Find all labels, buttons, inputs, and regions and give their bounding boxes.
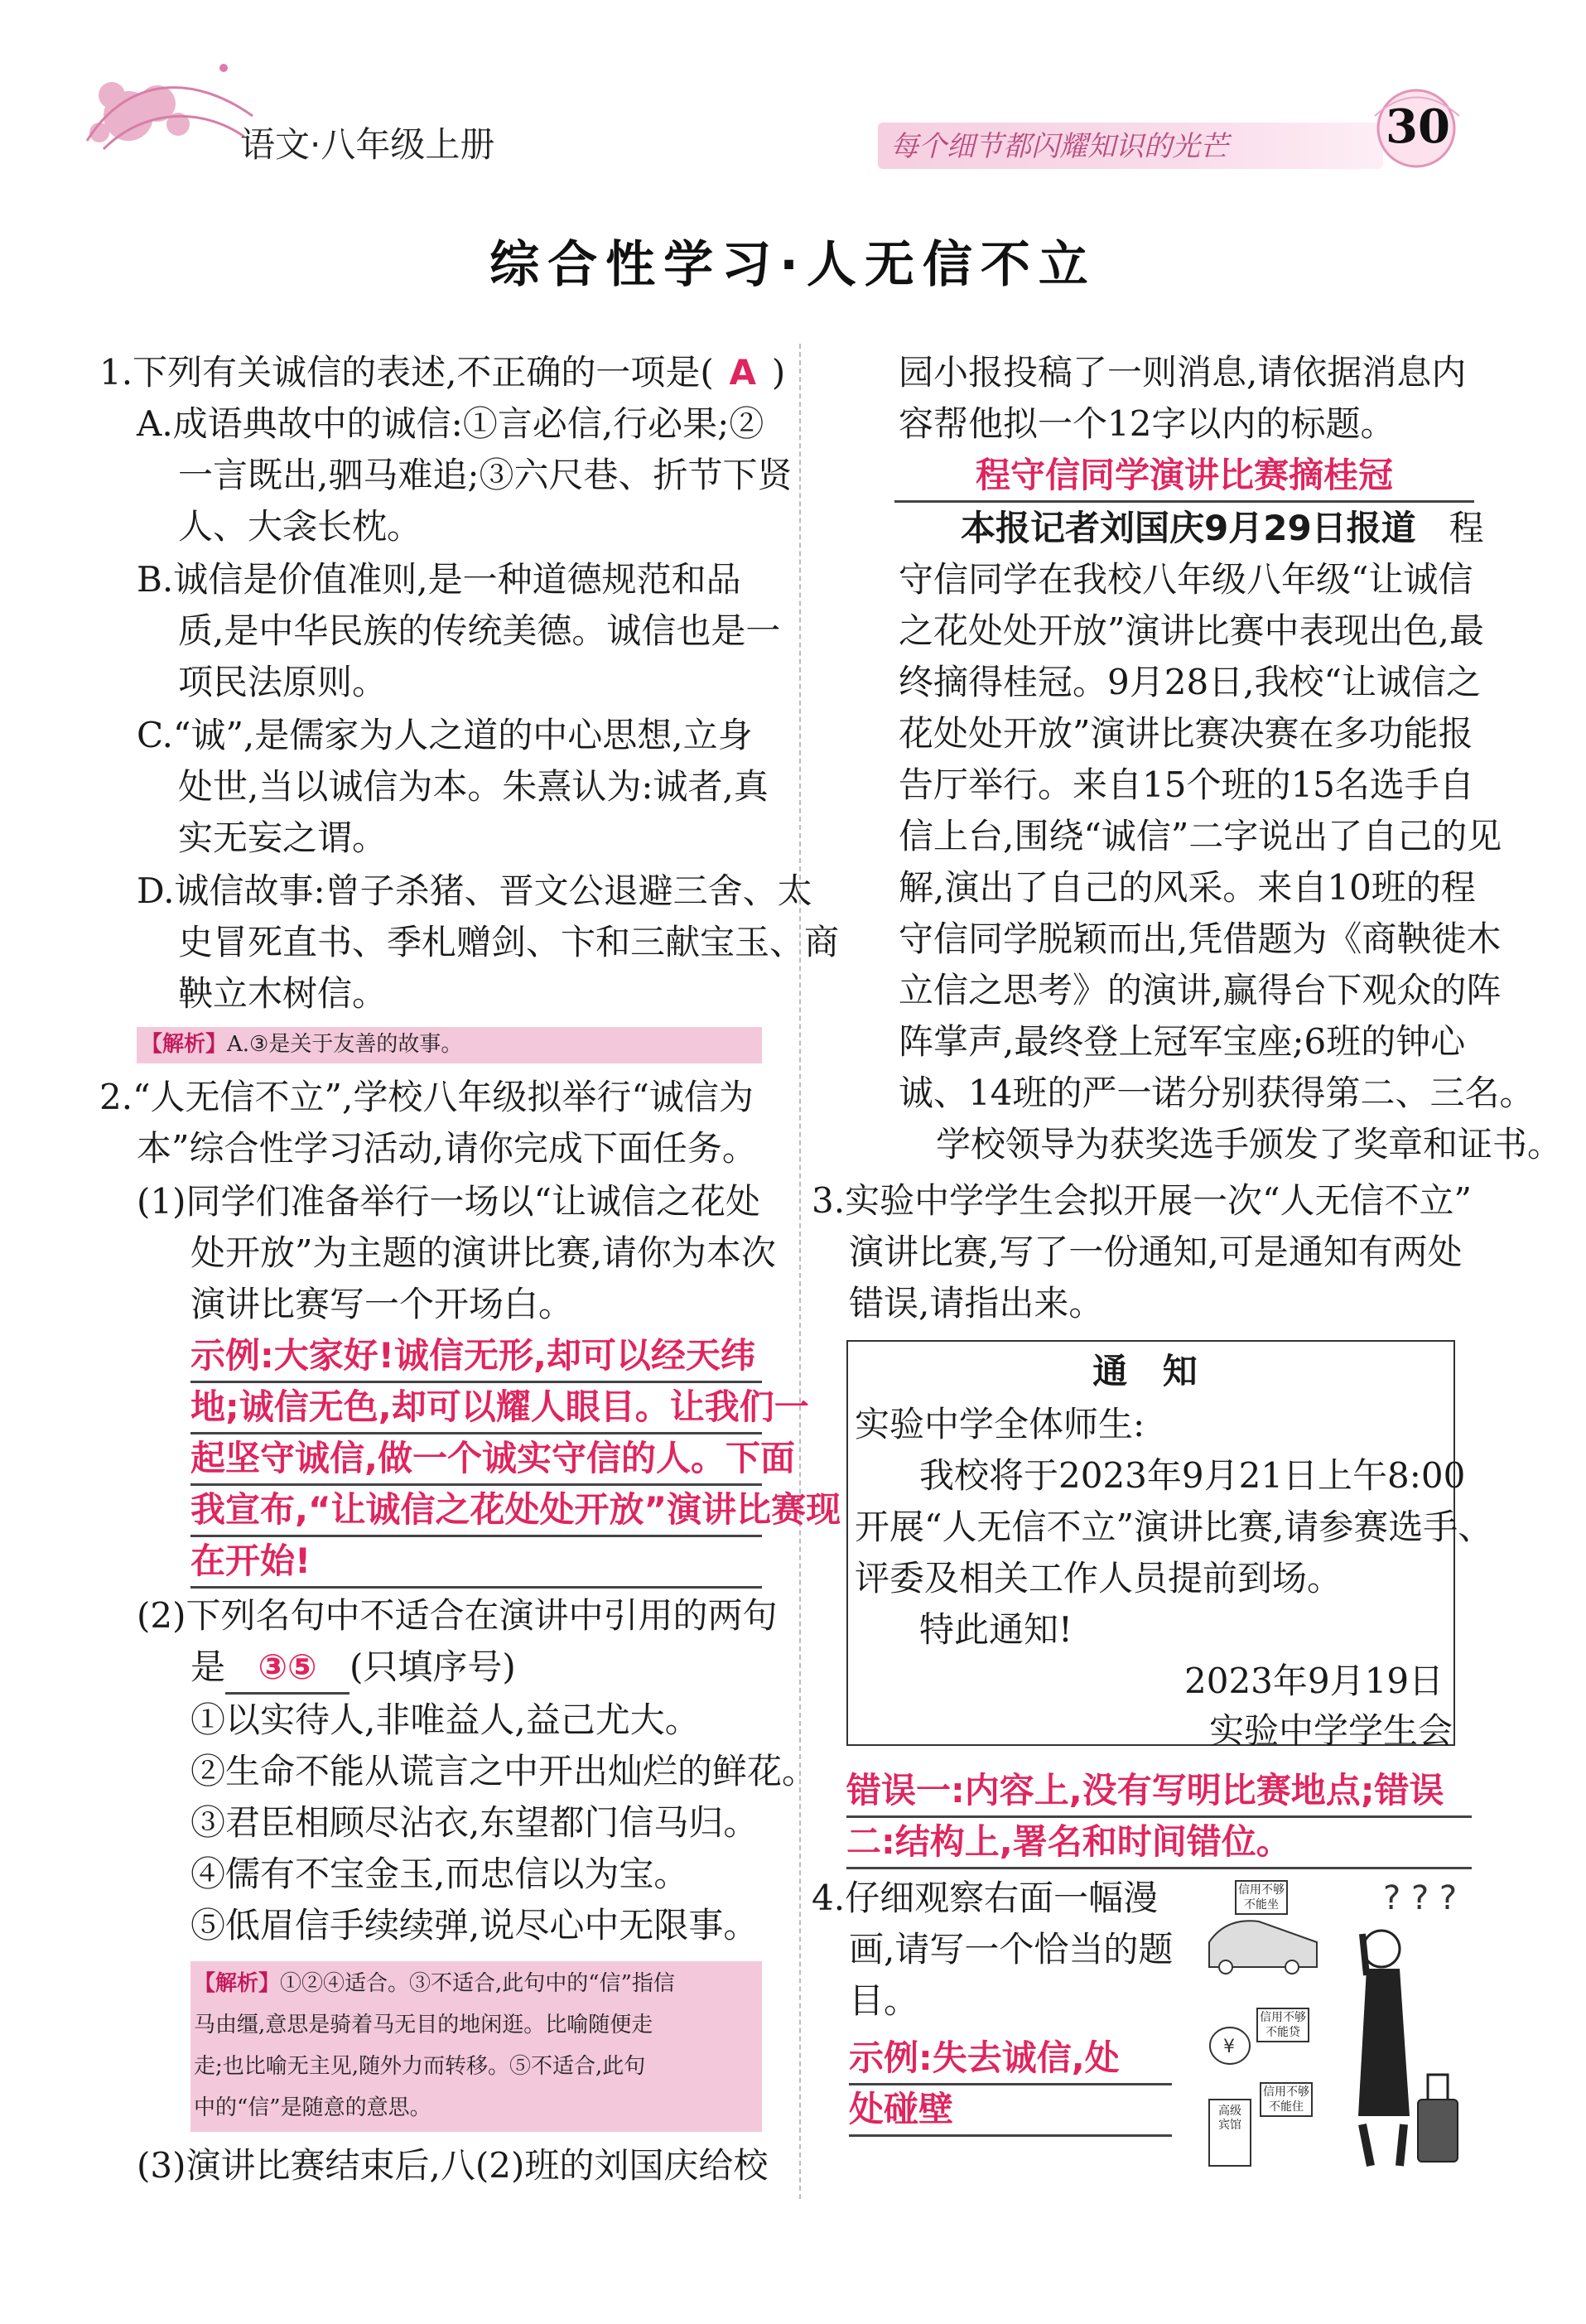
q2-p3-line3: 容帮他拟一个12字以内的标题。 — [899, 403, 1396, 444]
header-slogan: 每个细节都闪耀知识的光芒 — [890, 130, 1228, 163]
q2-p3-line2: 园小报投稿了一则消息,请依据消息内 — [899, 352, 1467, 393]
q2-quote-1: ①以实待人,非唯益人,益己尤大。 — [190, 1700, 700, 1740]
news-line-4: 花处处开放”演讲比赛决赛在多功能报 — [899, 713, 1473, 754]
q1-option-d-line1: D.诚信故事:曾子杀猪、晋文公退避三舍、太 — [137, 870, 812, 911]
notice-title: 通 知 — [1092, 1351, 1209, 1391]
header-subject: 语文·八年级上册 — [240, 124, 495, 165]
q2-quote-5: ⑤低眉信手续续弹,说尽心中无限事。 — [190, 1905, 759, 1946]
news-line-12: 学校领导为获奖选手颁发了奖章和证书。 — [936, 1124, 1563, 1164]
page-title: 综合性学习·人无信不立 — [489, 236, 1097, 294]
q2-analysis-line2: 马由缰,意思是骑着马无目的地闲逛。比喻随便走 — [194, 2013, 653, 2037]
q1-option-a-line2: 一言既出,驷马难追;③六尺巷、折节下贤 — [178, 455, 793, 495]
q1-analysis: 【解析】A.③是关于友善的故事。 — [141, 1032, 463, 1057]
news-line-1: 守信同学在我校八年级八年级“让诚信 — [899, 559, 1473, 600]
q3-answer-line1: 错误一:内容上,没有写明比赛地点;错误 — [846, 1766, 1472, 1818]
news-line-5: 告厅举行。来自15个班的15名选手自 — [899, 764, 1474, 805]
news-line-10: 阵掌声,最终登上冠军宝座;6班的钟心 — [899, 1021, 1466, 1062]
q4-stem-line1: 4.仔细观察右面一幅漫 — [812, 1878, 1159, 1918]
cartoon-illustration — [1193, 1876, 1474, 2174]
svg-text:¥: ¥ — [1223, 2037, 1235, 2057]
q4-answer-line2: 处碰壁 — [849, 2085, 1172, 2137]
notice-body-line2: 开展“人无信不立”演讲比赛,请参赛选手、 — [855, 1507, 1493, 1547]
news-line-8: 守信同学脱颖而出,凭借题为《商鞅徙木 — [899, 919, 1502, 959]
q1-option-a-line3: 人、大衾长枕。 — [178, 506, 422, 547]
q1-option-d-line2: 史冒死直书、季札赠剑、卞和三献宝玉、商 — [178, 922, 840, 962]
notice-body-line3: 评委及相关工作人员提前到场。 — [855, 1558, 1343, 1598]
notice-salutation: 实验中学全体师生: — [855, 1404, 1145, 1444]
q2-analysis-line4: 中的“信”是随意的意思。 — [194, 2095, 431, 2120]
q2-stem-line2: 本”综合性学习活动,请你完成下面任务。 — [137, 1128, 757, 1169]
q1-option-a-line1: A.成语典故中的诚信:①言必信,行必果;② — [137, 403, 764, 444]
q4-stem-line3: 目。 — [849, 1980, 919, 2021]
cartoon-sign-1: 信用不够 不能坐 — [1238, 1883, 1285, 1912]
q1-option-d-line3: 鞅立木树信。 — [178, 973, 388, 1014]
cartoon-hotel-label: 高级宾馆 — [1218, 2105, 1241, 2132]
q1-option-c-line1: C.“诚”,是儒家为人之道的中心思想,立身 — [137, 715, 753, 755]
q1-option-c-line2: 处世,当以诚信为本。朱熹认为:诚者,真 — [178, 766, 769, 807]
q1-option-c-line3: 实无妄之谓。 — [178, 817, 388, 858]
news-lead: 本报记者刘国庆9月29日报道 程 — [961, 508, 1484, 548]
q2-p2-answer: ③⑤ — [225, 1642, 349, 1695]
q2-analysis-line3: 走;也比喻无主见,随外力而转移。⑤不适合,此句 — [194, 2054, 646, 2079]
news-line-6: 信上台,围绕“诚信”二字说出了自己的见 — [899, 816, 1502, 856]
news-line-2: 之花处处开放”演讲比赛中表现出色,最 — [899, 610, 1484, 651]
svg-text:? ? ?: ? ? ? — [1383, 1879, 1458, 1917]
q2-quote-4: ④儒有不宝金玉,而忠信以为宝。 — [190, 1854, 689, 1894]
column-divider — [799, 344, 801, 2199]
q2-analysis-line1: 【解析】①②④适合。③不适合,此句中的“信”指信 — [194, 1971, 675, 1996]
q2-p3-answer: 程守信同学演讲比赛摘桂冠 — [894, 451, 1474, 503]
notice-date: 2023年9月19日 — [1184, 1661, 1444, 1701]
q2-p1-line2: 处开放”为主题的演讲比赛,请你为本次 — [190, 1232, 776, 1273]
q2-stem-line1: 2.“人无信不立”,学校八年级拟举行“诚信为 — [99, 1077, 754, 1117]
news-line-11: 诚、14班的严一诺分别获得第二、三名。 — [899, 1073, 1535, 1113]
news-line-7: 解,演出了自己的风采。来自10班的程 — [899, 867, 1476, 908]
cartoon-sign-3: 信用不够 不能住 — [1263, 2085, 1309, 2114]
q3-stem-line2: 演讲比赛,写了一份通知,可是通知有两处 — [849, 1232, 1463, 1272]
q2-p1-line1: (1)同学们准备举行一场以“让诚信之花处 — [137, 1181, 760, 1222]
q2-quote-3: ③君臣相顾尽沾衣,东望都门信马归。 — [190, 1802, 759, 1843]
notice-signature: 实验中学学生会 — [1209, 1710, 1453, 1751]
q2-p1-answer-line5: 在开始! — [190, 1536, 762, 1589]
q1-option-b-line2: 质,是中华民族的传统美德。诚信也是一 — [178, 610, 781, 651]
notice-close: 特此通知! — [919, 1609, 1073, 1650]
q1-option-b-line3: 项民法原则。 — [178, 662, 388, 702]
q2-p1-answer-line4: 我宣布,“让诚信之花处处开放”演讲比赛现 — [190, 1485, 762, 1537]
q3-answer-line2: 二:结构上,署名和时间错位。 — [846, 1817, 1472, 1869]
q1-stem: 1.下列有关诚信的表述,不正确的一项是( A ) — [99, 348, 785, 398]
q2-p3-line1: (3)演讲比赛结束后,八(2)班的刘国庆给校 — [137, 2145, 769, 2186]
q2-p1-answer-line1: 示例:大家好!诚信无形,却可以经天纬 — [190, 1331, 762, 1383]
q2-quote-2: ②生命不能从谎言之中开出灿烂的鲜花。 — [190, 1751, 817, 1791]
cartoon-sign-2: 信用不够 不能贷 — [1260, 2011, 1306, 2039]
q2-p1-line3: 演讲比赛写一个开场白。 — [190, 1284, 574, 1324]
q3-stem-line3: 错误,请指出来。 — [849, 1283, 1104, 1324]
q4-stem-line2: 画,请写一个恰当的题 — [849, 1929, 1174, 1970]
q4-answer-line1: 示例:失去诚信,处 — [849, 2033, 1172, 2085]
page-number: 30 — [1386, 99, 1450, 154]
q2-p1-answer-line3: 起坚守诚信,做一个诚实守信的人。下面 — [190, 1434, 762, 1486]
q2-p2-line1: (2)下列名句中不适合在演讲中引用的两句 — [137, 1595, 778, 1636]
q3-stem-line1: 3.实验中学学生会拟开展一次“人无信不立” — [812, 1180, 1473, 1221]
q1-answer: A — [729, 352, 757, 393]
q2-p2-line2: 是 ③⑤ (只填序号) — [190, 1642, 516, 1695]
q2-p1-answer-line2: 地;诚信无色,却可以耀人眼目。让我们一 — [190, 1382, 762, 1434]
q1-option-b-line1: B.诚信是价值准则,是一种道德规范和品 — [137, 559, 741, 600]
notice-body-line1: 我校将于2023年9月21日上午8:00 — [919, 1455, 1466, 1496]
news-line-9: 立信之思考》的演讲,赢得台下观众的阵 — [899, 970, 1502, 1010]
news-line-3: 终摘得桂冠。9月28日,我校“让诚信之 — [899, 662, 1481, 702]
